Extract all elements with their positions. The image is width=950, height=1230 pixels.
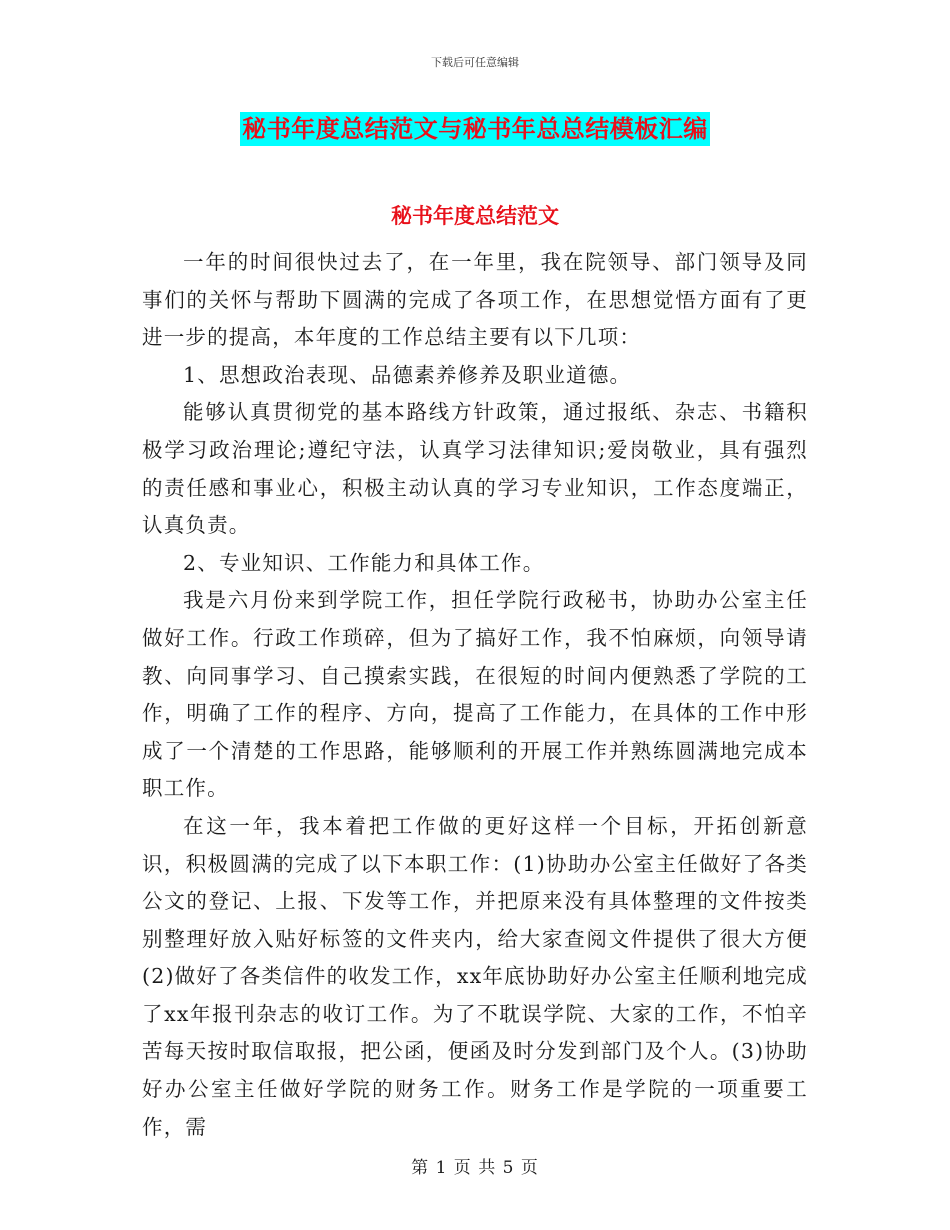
paragraph-duties: 在这一年，我本着把工作做的更好这样一个目标，开拓创新意识，积极圆满的完成了以下本职工作：(1)协助办公室主任做好了各类公文的登记、上报、下发等工作，并把原来没有具体整理的文件按类别整理好放入贴好标签的文件夹内，给大家查阅文件提供了很大方便(2)做好了各类信件的收发工作，xx年底协助好办公室主任顺利地完成了xx年报刊杂志的收订工作。为了不耽误学院、大家的工作，不怕辛苦每天按时取信取报，把公函，便函及时分发到部门及个人。(3)协助好办公室主任做好学院的财务工作。财务工作是学院的一项重要工作，需	[142, 813, 808, 1139]
header-note: 下载后可任意编辑	[431, 56, 519, 69]
paragraph-heading-1: 1、思想政治表现、品德素养修养及职业道德。	[183, 362, 632, 387]
paragraph-heading-2: 2、专业知识、工作能力和具体工作。	[183, 550, 545, 575]
page-number: 第 1 页 共 5 页	[411, 1158, 539, 1178]
document-body	[142, 244, 808, 1146]
main-title: 秘书年度总结范文与秘书年总总结模板汇编	[240, 112, 710, 146]
paragraph-political: 能够认真贯彻党的基本路线方针政策，通过报纸、杂志、书籍积极学习政治理论;遵纪守法，认真学习法律知识;爱岗敬业，具有强烈的责任感和事业心，积极主动认真的学习专业知识，工作态度端正，认真负责。	[142, 400, 808, 538]
paragraph-work-ability: 我是六月份来到学院工作，担任学院行政秘书，协助办公室主任做好工作。行政工作琐碎，但为了搞好工作，我不怕麻烦，向领导请教、向同事学习、自己摸索实践，在很短的时间内便熟悉了学院的工作，明确了工作的程序、方向，提高了工作能力，在具体的工作中形成了一个清楚的工作思路，能够顺利的开展工作并熟练圆满地完成本职工作。	[142, 588, 808, 801]
main-title-container	[0, 112, 950, 146]
section-title: 秘书年度总结范文	[391, 203, 559, 228]
paragraph-intro: 一年的时间很快过去了，在一年里，我在院领导、部门领导及同事们的关怀与帮助下圆满的完成了各项工作，在思想觉悟方面有了更进一步的提高，本年度的工作总结主要有以下几项：	[142, 250, 808, 350]
